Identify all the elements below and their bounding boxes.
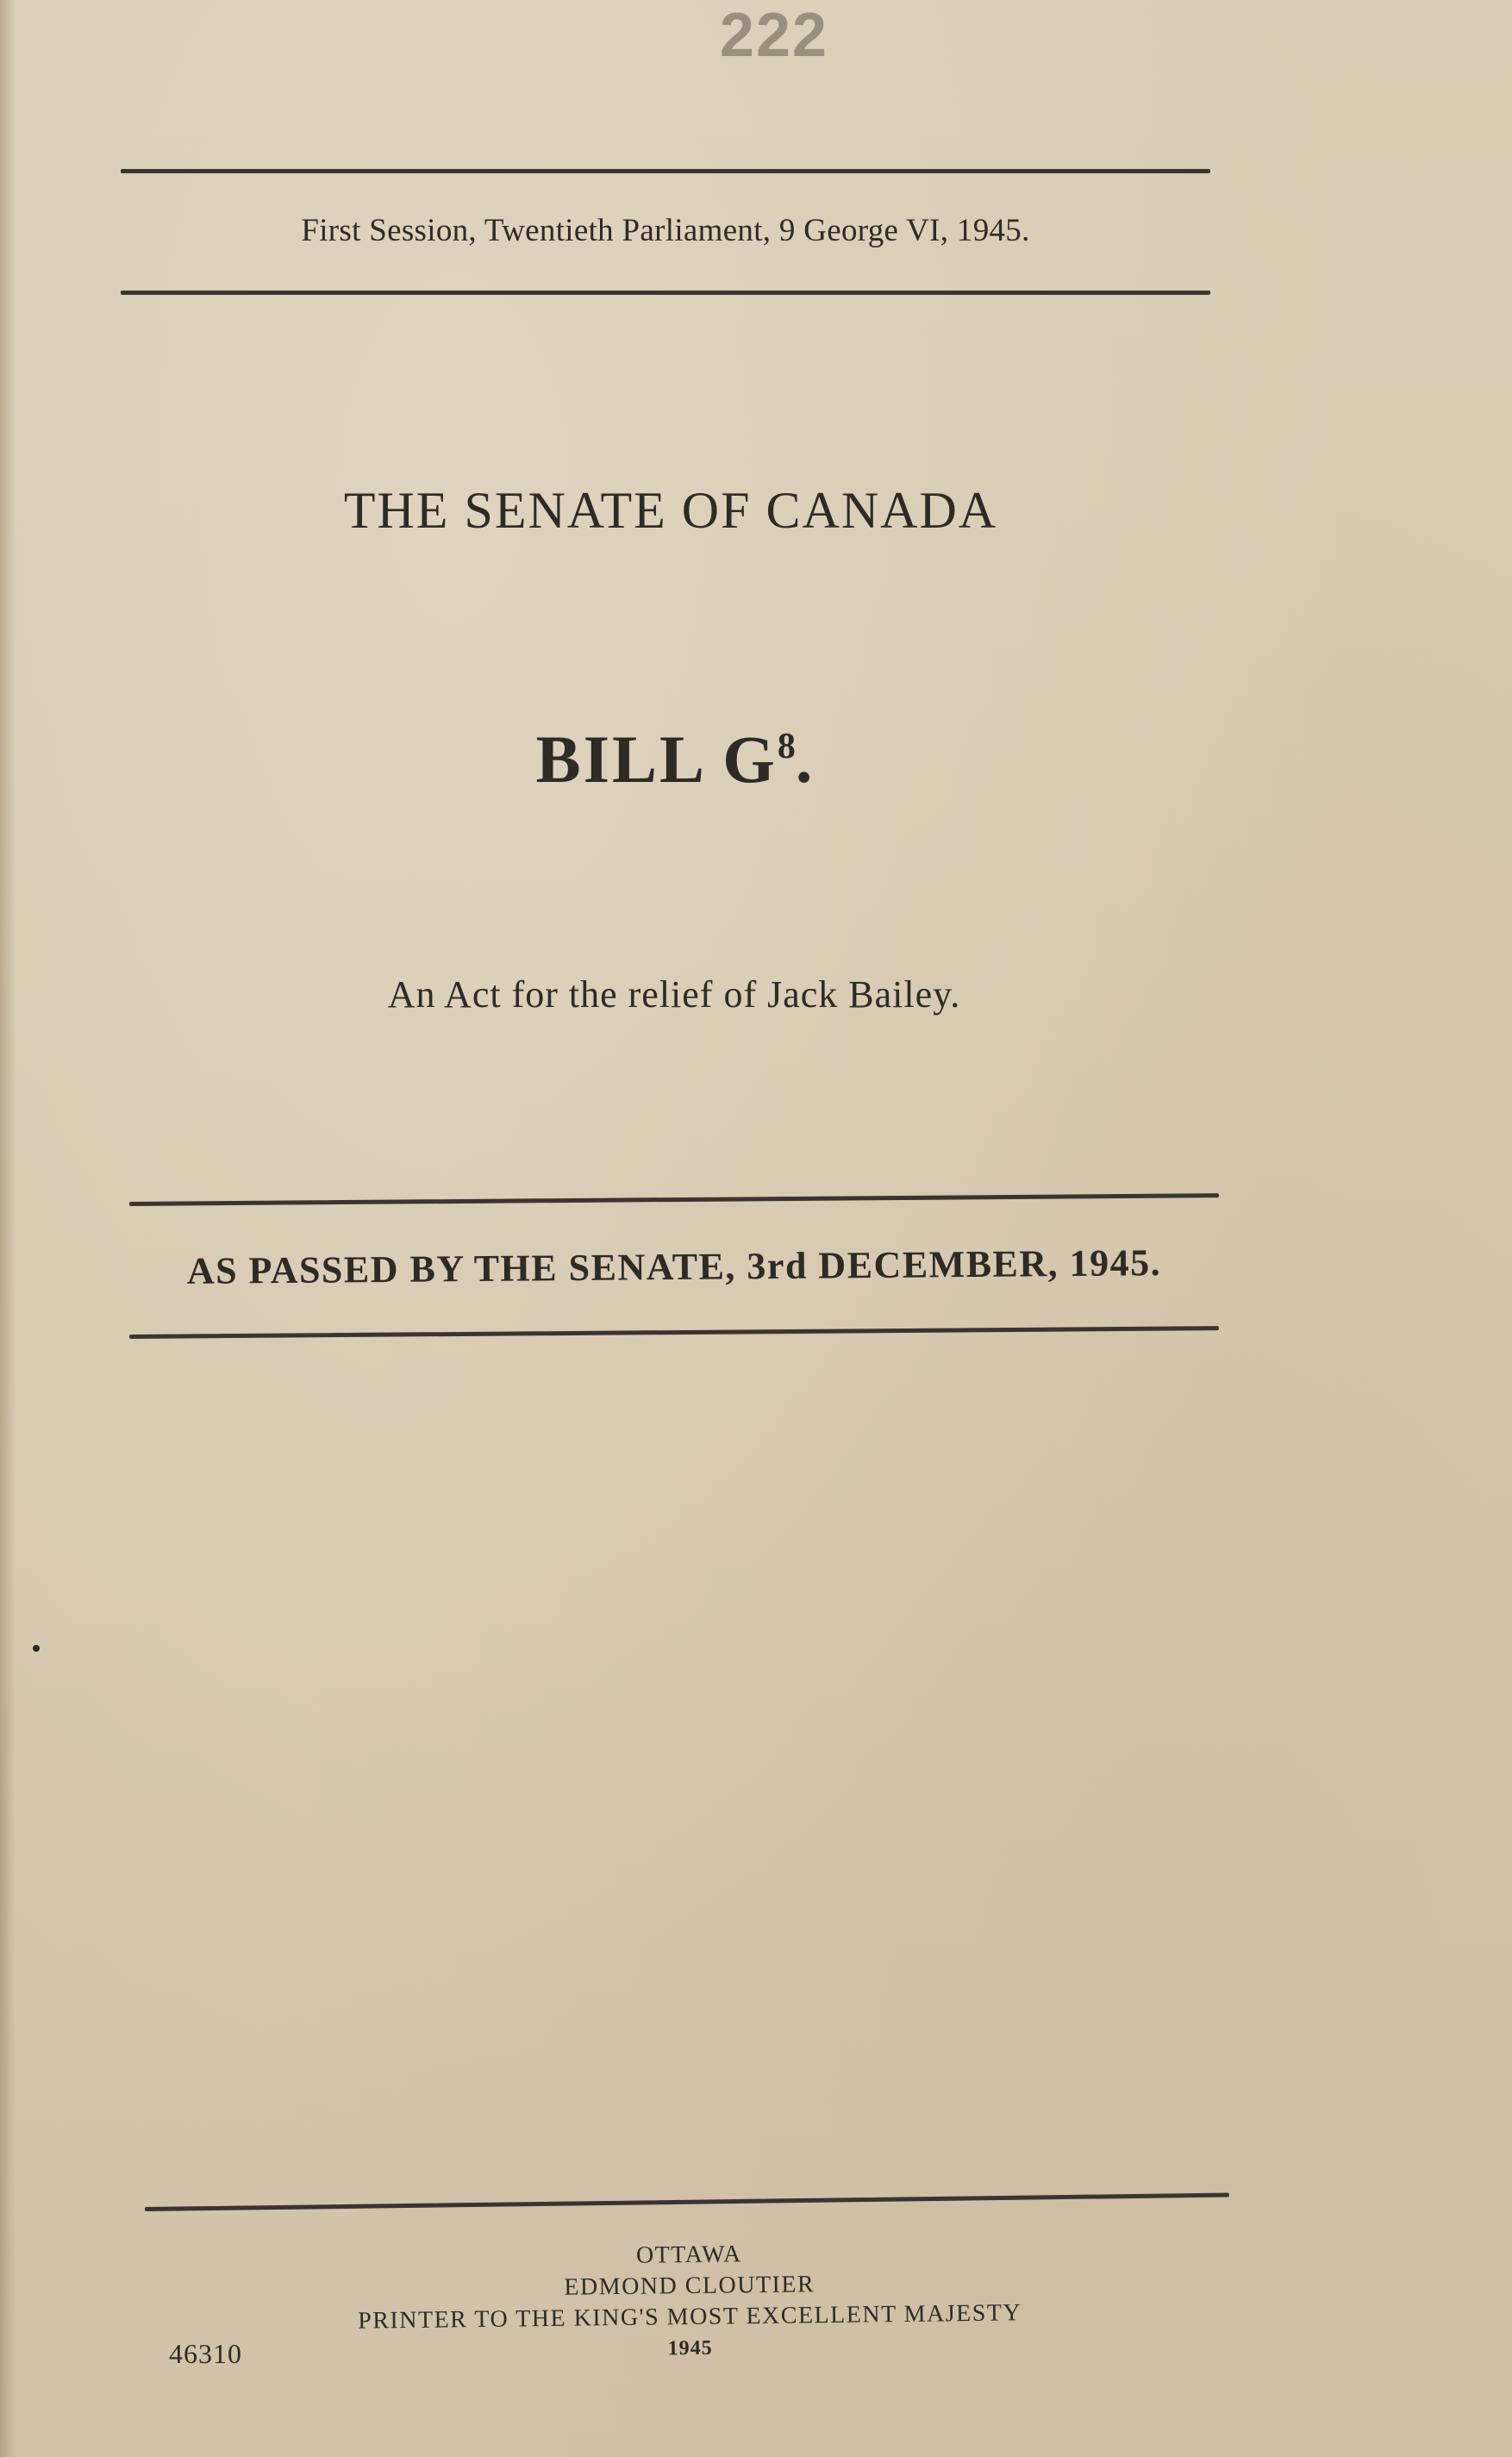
imprint-printer: EDMOND CLOUTIER bbox=[564, 2271, 815, 2301]
top-rule bbox=[121, 169, 1210, 173]
ink-speck bbox=[33, 1645, 40, 1652]
page-edge-shadow bbox=[0, 0, 16, 2457]
bill-number bbox=[121, 721, 1230, 798]
imprint-top-rule bbox=[145, 2193, 1229, 2211]
print-code: 46310 bbox=[169, 2338, 242, 2369]
session-bottom-rule bbox=[121, 291, 1210, 295]
bill-number-prefix: BILL G bbox=[535, 722, 778, 797]
imprint-printer-title: PRINTER TO THE KING'S MOST EXCELLENT MAJESTY bbox=[358, 2299, 1022, 2335]
bill-number-superscript: 8 bbox=[777, 727, 796, 766]
passed-top-rule bbox=[129, 1193, 1219, 1206]
bill-number-suffix: . bbox=[795, 722, 815, 797]
passed-bottom-rule bbox=[129, 1326, 1219, 1339]
session-line: First Session, Twentieth Parliament, 9 George VI, 1945. bbox=[301, 213, 1030, 248]
institution-title: THE SENATE OF CANADA bbox=[343, 482, 998, 539]
act-title: An Act for the relief of Jack Bailey. bbox=[387, 973, 961, 1016]
passed-status: AS PASSED BY THE SENATE, 3rd DECEMBER, 1945. bbox=[186, 1241, 1162, 1292]
printer-imprint bbox=[258, 2235, 1122, 2369]
page-number-stamp: 222 bbox=[719, 1, 829, 70]
imprint-year: 1945 bbox=[667, 2336, 713, 2360]
imprint-city: OTTAWA bbox=[635, 2241, 742, 2269]
